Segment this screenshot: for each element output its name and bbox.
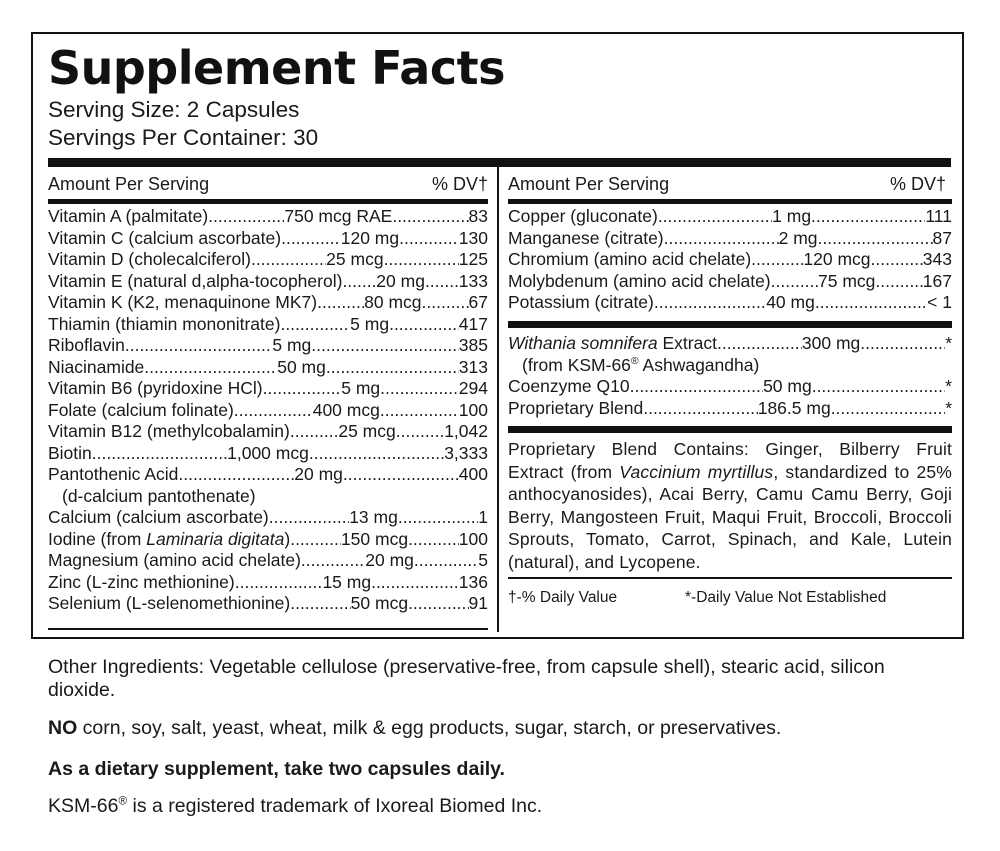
dot-leader	[643, 398, 758, 420]
nutrient-label: Potassium (citrate)	[508, 292, 654, 312]
nutrient-label: Niacinamide	[48, 356, 145, 377]
nutrient-dv: 1	[478, 507, 488, 527]
nutrient-row	[48, 357, 488, 379]
nutrient-amount: 1 mg	[772, 206, 812, 226]
nutrient-row	[48, 572, 488, 594]
nutrient-amount: 120 mg	[340, 227, 400, 248]
dot-leader	[871, 249, 923, 271]
nutrient-amount: 25 mcg	[326, 249, 384, 269]
dot-leader	[422, 292, 469, 314]
nutrient-row	[48, 271, 488, 293]
serving-size: Serving Size: 2 Capsules	[48, 97, 300, 122]
nutrient-amount: 13 mg	[349, 507, 398, 527]
nutrient-label: Calcium (calcium ascorbate)	[48, 507, 269, 527]
dot-leader	[664, 228, 779, 250]
nutrient-amount: 750 mcg RAE	[284, 206, 393, 226]
right-header-rule	[508, 199, 952, 204]
right-nutrient-list	[508, 206, 952, 314]
nutrient-row	[508, 292, 952, 314]
nutrient-amount: 20 mg	[376, 270, 425, 291]
dot-leader	[251, 249, 326, 271]
left-header	[48, 172, 488, 196]
nutrient-row	[508, 206, 952, 228]
nutrient-row	[48, 421, 488, 443]
nutrient-dv: *	[945, 376, 952, 396]
right-extract-list	[508, 333, 952, 419]
nutrient-amount: 50 mg	[763, 376, 812, 396]
dot-leader	[301, 550, 365, 572]
right-blend-rule	[508, 426, 952, 433]
nutrient-amount: 400 mcg	[312, 399, 380, 420]
nutrient-dv: 100	[458, 399, 488, 420]
nutrient-amount: 1,000 mcg	[227, 442, 309, 463]
nutrient-amount: 5 mg	[272, 335, 312, 355]
dot-leader	[380, 400, 459, 422]
allergen-statement: NO corn, soy, salt, yeast, wheat, milk & egg products, sugar, starch, or preservatives.	[48, 717, 782, 739]
extract-source: (from KSM-66® Ashwagandha)	[522, 354, 760, 375]
dot-leader	[654, 292, 766, 314]
dot-leader	[392, 206, 468, 228]
dv-header: % DV†	[889, 174, 946, 194]
dot-leader	[811, 206, 925, 228]
nutrient-dv: 294	[458, 378, 488, 398]
nutrient-label: Vitamin E (natural d,alpha-tocopherol)	[48, 270, 343, 291]
nutrient-row	[48, 507, 488, 529]
nutrient-label: Vitamin B6 (pyridoxine HCl)	[48, 378, 263, 398]
dot-leader	[751, 249, 803, 271]
amount-header: Amount Per Serving	[508, 174, 670, 194]
nutrient-row	[48, 335, 488, 357]
nutrient-label: Selenium (L-selenomethionine)	[48, 593, 291, 613]
dot-leader	[309, 443, 444, 465]
right-mid-rule	[508, 321, 952, 328]
dot-leader	[281, 228, 341, 250]
nutrient-dv: 1,042	[444, 421, 488, 441]
nutrient-row	[508, 398, 952, 420]
directions: As a dietary supplement, take two capsules daily.	[48, 758, 505, 780]
nutrient-amount: 15 mg	[322, 571, 372, 592]
nutrient-label: Magnesium (amino acid chelate)	[48, 550, 301, 570]
nutrient-dv: 313	[458, 356, 488, 377]
nutrient-row	[48, 314, 488, 336]
left-bottom-rule	[48, 628, 488, 630]
nutrient-label: Withania somnifera Extract	[508, 333, 717, 353]
panel-title: Supplement Facts	[48, 41, 505, 95]
dot-leader	[343, 464, 459, 486]
dot-leader	[263, 378, 342, 400]
nutrient-row	[48, 593, 488, 615]
dot-leader	[317, 292, 364, 314]
dot-leader	[860, 333, 945, 355]
nutrient-amount: 40 mg	[766, 292, 815, 312]
nutrient-label: Folate (calcium folinate)	[48, 399, 234, 420]
nutrient-amount: 150 mcg	[340, 528, 409, 549]
dot-leader	[389, 314, 459, 336]
dot-leader	[125, 335, 273, 357]
nutrient-dv: 3,333	[444, 442, 488, 463]
nutrient-dv: < 1	[927, 292, 952, 312]
nutrient-label: Riboflavin	[48, 335, 125, 355]
dot-leader	[290, 593, 350, 615]
nutrient-dv: 385	[458, 335, 488, 355]
left-header-rule	[48, 199, 488, 204]
dot-leader	[425, 271, 459, 293]
dot-leader	[414, 550, 478, 572]
nutrient-dv: 133	[458, 270, 488, 291]
nutrient-dv: *	[945, 397, 952, 418]
nutrient-row	[48, 228, 488, 250]
nutrient-dv: 136	[458, 571, 488, 592]
dot-leader	[384, 249, 459, 271]
dot-leader	[234, 400, 313, 422]
proprietary-blend-contents: Proprietary Blend Contains: Ginger, Bilberry Fruit Extract (from Vaccinium myrtillus, standardized to 25% anthocyanosides), Acai Berry, Camu Camu Berry, Goji Berry, Mangosteen Fruit, Maqui Fruit, Broccoli, Broccoli Sprouts, Tomato, Carrot, Spinach, and Kale, Lutein (natural), and Lycopene.	[508, 439, 953, 572]
nutrient-dv: 130	[458, 227, 488, 248]
nutrient-row	[48, 443, 488, 465]
nutrient-amount: 120 mcg	[803, 249, 871, 269]
nutrient-label: Iodine (from Laminaria digitata)	[48, 528, 291, 549]
dot-leader	[269, 507, 349, 529]
dot-leader	[818, 228, 933, 250]
nutrient-amount: 20 mg	[294, 464, 343, 484]
nutrient-label: Manganese (citrate)	[508, 227, 664, 248]
nutrient-label: Coenzyme Q10	[508, 376, 630, 396]
nutrient-row	[508, 271, 952, 293]
nutrient-row	[48, 292, 488, 314]
nutrient-dv: *	[945, 333, 952, 353]
dot-leader	[831, 398, 946, 420]
dot-leader	[371, 572, 459, 594]
dot-leader	[408, 529, 459, 551]
nutrient-amount: 25 mcg	[338, 421, 396, 441]
dot-leader	[208, 206, 284, 228]
dot-leader	[290, 421, 338, 443]
nutrient-dv: 83	[468, 206, 488, 226]
dot-leader	[380, 378, 459, 400]
nutrient-label: Vitamin D (cholecalciferol)	[48, 249, 251, 269]
dot-leader	[658, 206, 772, 228]
dot-leader	[342, 271, 376, 293]
nutrient-subnote: (d-calcium pantothenate)	[62, 485, 256, 506]
dot-leader	[290, 529, 341, 551]
dot-leader	[875, 271, 922, 293]
dot-leader	[326, 357, 459, 379]
dot-leader	[630, 376, 763, 398]
nutrient-dv: 87	[932, 227, 952, 248]
right-footnote-rule	[508, 577, 952, 579]
nutrient-amount: 300 mg	[801, 333, 861, 353]
nutrient-row	[508, 249, 952, 271]
nutrient-amount: 50 mcg	[350, 593, 409, 613]
footnote-star: *-Daily Value Not Established	[685, 589, 887, 606]
nutrient-amount: 20 mg	[365, 550, 414, 570]
dot-leader	[398, 507, 478, 529]
dv-header: % DV†	[431, 174, 488, 194]
nutrient-dv: 5	[478, 550, 488, 570]
footnote-dv: †-% Daily Value	[508, 589, 618, 606]
nutrient-dv: 91	[468, 593, 488, 613]
dot-leader	[812, 376, 945, 398]
nutrient-dv: 125	[458, 249, 488, 269]
nutrient-label: Thiamin (thiamin mononitrate)	[48, 313, 281, 334]
dot-leader	[280, 314, 350, 336]
dot-leader	[815, 292, 927, 314]
nutrient-label: Biotin	[48, 442, 92, 463]
nutrient-row	[48, 400, 488, 422]
dot-leader	[399, 228, 459, 250]
nutrient-row	[508, 228, 952, 250]
dot-leader	[408, 593, 468, 615]
extract-row	[508, 333, 952, 355]
nutrient-row	[48, 464, 488, 486]
nutrient-row	[48, 378, 488, 400]
dot-leader	[717, 333, 802, 355]
nutrient-amount: 186.5 mg	[757, 397, 831, 418]
nutrient-label: Molybdenum (amino acid chelate)	[508, 270, 771, 291]
dot-leader	[144, 357, 277, 379]
nutrient-amount: 5 mg	[350, 313, 390, 334]
nutrient-label: Vitamin B12 (methylcobalamin)	[48, 421, 290, 441]
nutrient-dv: 417	[458, 313, 488, 334]
servings-per-container: Servings Per Container: 30	[48, 125, 319, 150]
nutrient-label: Vitamin A (palmitate)	[48, 206, 209, 226]
nutrient-label: Vitamin K (K2, menaquinone MK7)	[48, 292, 318, 312]
nutrient-label: Vitamin C (calcium ascorbate)	[48, 227, 282, 248]
nutrient-label: Chromium (amino acid chelate)	[508, 249, 752, 269]
nutrient-row	[508, 376, 952, 398]
nutrient-label: Copper (gluconate)	[508, 206, 658, 226]
nutrient-label: Zinc (L-zinc methionine)	[48, 571, 235, 592]
nutrient-amount: 5 mg	[341, 378, 381, 398]
amount-header: Amount Per Serving	[48, 174, 210, 194]
dot-leader	[396, 421, 444, 443]
nutrient-dv: 167	[922, 270, 952, 291]
nutrient-dv: 100	[458, 528, 488, 549]
dot-leader	[235, 572, 323, 594]
nutrient-amount: 80 mcg	[364, 292, 422, 312]
left-nutrient-list	[48, 206, 488, 615]
nutrient-label: Proprietary Blend	[508, 397, 644, 418]
dot-leader	[92, 443, 227, 465]
nutrient-dv: 343	[922, 249, 952, 269]
nutrient-row	[48, 249, 488, 271]
nutrient-amount: 50 mg	[277, 356, 326, 377]
nutrient-label: Pantothenic Acid	[48, 464, 179, 484]
column-divider	[497, 162, 499, 632]
nutrient-amount: 75 mcg	[818, 270, 876, 291]
thick-divider-top	[48, 158, 951, 167]
dot-leader	[771, 271, 818, 293]
dot-leader	[311, 335, 459, 357]
nutrient-row	[48, 206, 488, 228]
other-ingredients: Other Ingredients: Vegetable cellulose (preservative-free, from capsule shell), stearic acid, silicon dioxide.	[48, 656, 885, 701]
nutrient-row	[48, 550, 488, 572]
nutrient-row	[48, 529, 488, 551]
nutrient-dv: 111	[925, 206, 952, 226]
trademark-note: KSM-66® is a registered trademark of Ixoreal Biomed Inc.	[48, 794, 543, 817]
nutrient-dv: 67	[468, 292, 488, 312]
right-header	[508, 172, 946, 196]
dot-leader	[178, 464, 294, 486]
nutrient-amount: 2 mg	[778, 227, 818, 248]
nutrient-dv: 400	[458, 464, 488, 484]
